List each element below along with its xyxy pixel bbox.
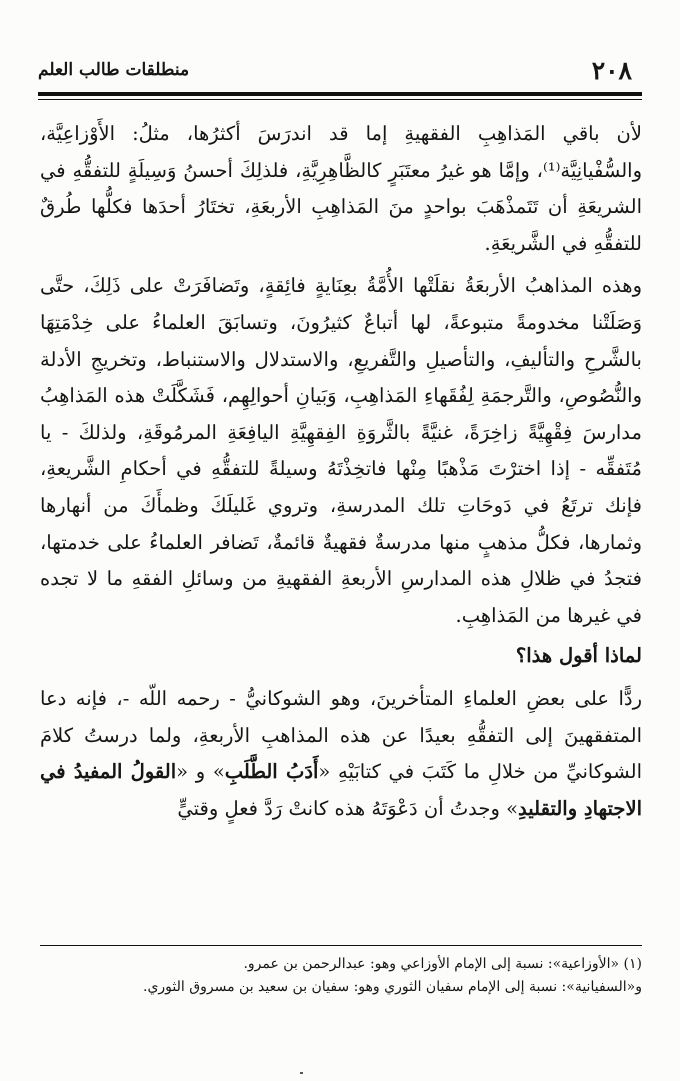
footnote-2: و«السفيانية»: نسبة إلى الإمام سفيان الثوري وهو: سفيان بن سعيد بن مسروق الثوري. [143, 979, 642, 995]
print-mark [300, 1072, 303, 1074]
paragraph-3-lead: ردًّا على بعضِ العلماءِ المتأخرينَ، وهو الشوكانيُّ - رحمه اللّه -، فإنه دعا المتفقهينَ إلى التفقُّهِ بعيدًا عن هذه المذاهبِ الأربعةِ، ولما درستُ كلامَ الشوكانيِّ من خلالِ ما كَتَبَ في كتابَيْهِ « [40, 686, 642, 784]
footnotes [40, 953, 642, 999]
running-title: منطلقات طالب العلم [38, 60, 190, 80]
paragraph-3-end: » وجدتُ أن دَعْوَتَهُ هذه كانتْ رَدَّ فعلٍ وقتيٍّ [177, 796, 519, 820]
paragraph-2: وهذه المذاهبُ الأربعَةُ نقلَتْها الأُمَّةُ بعِنَايةٍ فائِقةٍ، وتَضافَرَتْ على ذَلِكَ، حتَّى وَصَلَتْنا مخدومةً متبوعةً، لها أتباعٌ كثيرُونَ، وتسابَقَ العلماءُ على خِدْمَتِهَا بالشَّرحِ والتأليفِ، والتأصيلِ والتَّفريعِ، والاستدلال والاستنباط، وتخريجِ الأدلة والنُّصُوصِ، والتَّرجمَةِ لِفُقَهاءِ المَذاهِبِ، وَبَيانِ أحوالِهِم، فَشَكَّلَتْ هذه المَذاهِبُ مدارسَ فِقْهِيَّةً زاخِرَةً، غنيَّةً بالثَّروَةِ الفِقهِيَّةِ اليافِعَةِ المرمُوقَةِ، ولذلكَ - يا مُتَفقِّه - إذا اخترْتَ مَذْهبًا مِنْها فاتخِذْتَهُ وسيلةً للتفقُّهِ في أحكامِ الشَّريعةِ، فإنك ترتَعُ في دَوحَاتِ تلك المدرسةِ، وتروي غَليلَكَ وظمأَكَ من أنهارها وثمارها، فكلُّ مذهبٍ منها مدرسةٌ فقهيةٌ قائمةٌ، تَضافر العلماءُ على خدمتها، فتجدُ في ظلالِ هذه المدارسِ الأربعةِ الفقهيةِ من وسائلِ الفقهِ ما لا تجده في غيرها من المَذاهِبِ. [40, 274, 642, 627]
book-title-al-qawl-al-mufid: القولُ المفيدُ في الاجتهادِ والتقليدِ [40, 760, 642, 820]
paragraph-1: لأن باقي المَذاهِبِ الفقهيةِ إما قد اندرَسَ أكثرُها، مثلُ: الأَوْزاعِيَّة، والسُّفْيانِيَّة⁽¹⁾، وإمَّا هو غيرُ معتَبَرٍ كالظَّاهِرِيَّةِ، فلذلِكَ أحسنُ وَسِيلَةٍ للتفقُّهِ في الشريعَةِ أن تَتَمذْهَبَ بواحدٍ منَ المَذاهِبِ الأربعَةِ، تختَارُ أحدَها فكلُّها طُرقٌ للتفقُّهِ في الشَّريعَةِ. [40, 122, 642, 255]
page-header [38, 54, 642, 88]
footnote-separator [40, 945, 642, 946]
paragraph-3-mid: » و « [176, 760, 225, 784]
footnote-1: (١) «الأوزاعية»: نسبة إلى الإمام الأوزاعي وهو: عبدالرحمن بن عمرو. [243, 956, 642, 972]
book-title-adab-al-talab: أَدَبُ الطَّلَبِ [224, 760, 319, 784]
page-number: ٢٠٨ [591, 56, 632, 85]
header-rule-thin [38, 99, 642, 100]
header-rule-thick [38, 92, 642, 96]
paragraph-3 [40, 681, 642, 827]
main-text [40, 116, 642, 827]
section-heading: لماذا أقول هذا؟ [515, 644, 642, 668]
